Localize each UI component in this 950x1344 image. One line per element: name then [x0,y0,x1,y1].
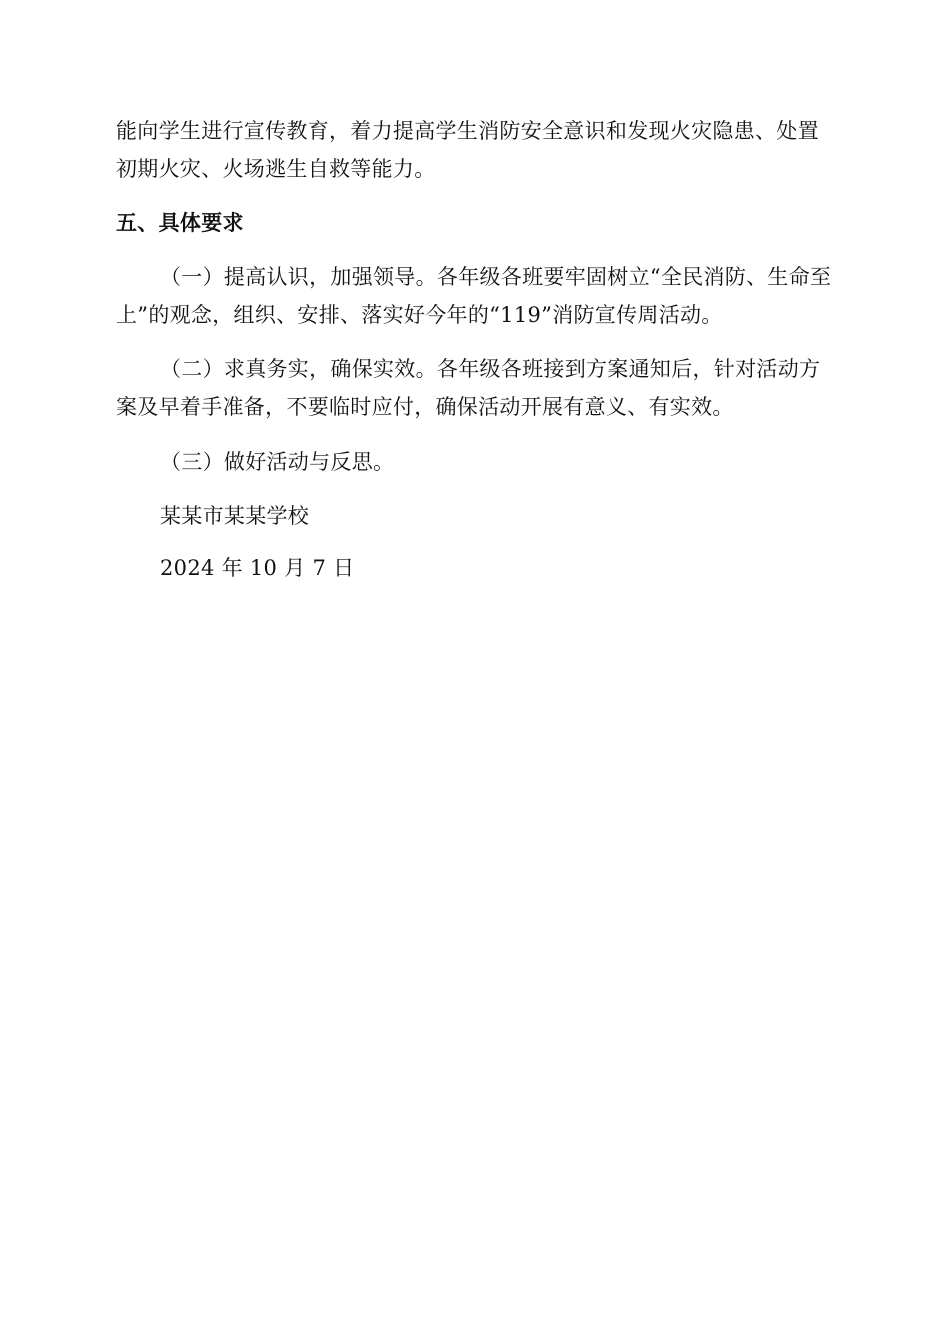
requirement-paragraph-2: （二）求真务实，确保实效。各年级各班接到方案通知后，针对活动方案及早着手准备，不要临时应付，确保活动开展有意义、有实效。 [116,357,821,419]
requirement-paragraph-1: （一）提高认识，加强领导。各年级各班要牢固树立“全民消防、生命至上”的观念，组织、安排、落实好今年的“119”消防宣传周活动。 [116,265,832,327]
signature-date: 2024 年 10 月 7 日 [160,556,355,580]
section-heading: 五、具体要求 [116,211,244,235]
continuation-paragraph: 能向学生进行宣传教育，着力提高学生消防安全意识和发现火灾隐患、处置初期火灾、火场逃生自救等能力。 [116,119,819,181]
requirement-paragraph-3: （三）做好活动与反思。 [160,450,395,474]
signature-organization: 某某市某某学校 [160,504,310,528]
